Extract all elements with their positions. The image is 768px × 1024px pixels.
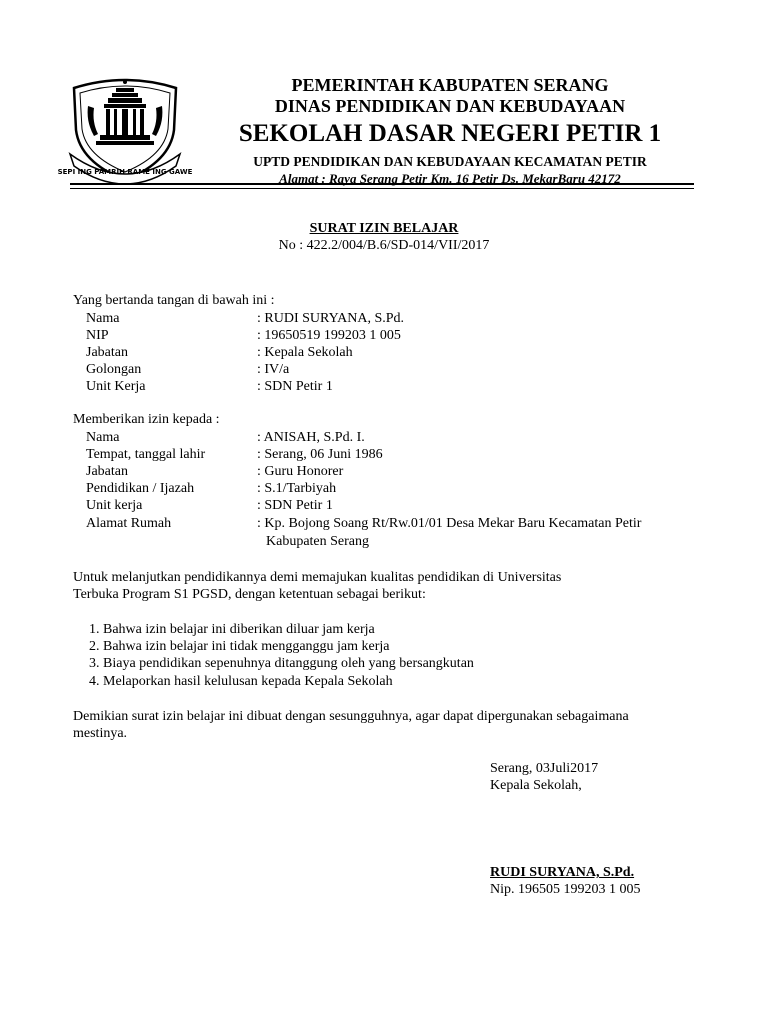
condition-item: 4. Melaporkan hasil kelulusan kepada Kepala Sekolah (89, 674, 393, 689)
closing-text: Demikian surat izin belajar ini dibuat dengan sesungguhnya, agar dapat dipergunakan sebagaimana (73, 709, 629, 724)
signer-label: Golongan (86, 362, 142, 377)
signer-value: : RUDI SURYANA, S.Pd. (257, 311, 405, 326)
logo-motto: SEPI ING PAMRIH RAME ING GAWE (57, 168, 193, 176)
closing-text: mestinya. (73, 726, 128, 741)
signer-value: : 19650519 199203 1 005 (257, 328, 401, 343)
signature-place-date: Serang, 03Juli2017 (490, 761, 599, 776)
condition-item: 3. Biaya pendidikan sepenuhnya ditanggung oleh yang bersangkutan (89, 656, 474, 671)
letterhead-government: PEMERINTAH KABUPATEN SERANG (291, 75, 609, 95)
regency-emblem-logo (57, 66, 193, 186)
letter-title: SURAT IZIN BELAJAR (309, 221, 459, 236)
signer-label: Jabatan (86, 345, 128, 360)
grantee-value: : SDN Petir 1 (257, 498, 333, 513)
intro-text: Yang bertanda tangan di bawah ini : (73, 293, 275, 308)
letterhead-department: DINAS PENDIDIKAN DAN KEBUDAYAAN (274, 96, 626, 116)
grantee-value: : Kp. Bojong Soang Rt/Rw.01/01 Desa Mekar Baru Kecamatan Petir (257, 516, 642, 531)
signer-value: : IV/a (257, 362, 290, 377)
signature-position: Kepala Sekolah, (490, 778, 582, 793)
letterhead-divider-thin (70, 188, 694, 189)
grantee-value: : Guru Honorer (257, 464, 344, 479)
grantee-value: : ANISAH, S.Pd. I. (257, 430, 365, 445)
grantee-value: : S.1/Tarbiyah (257, 481, 337, 496)
grant-intro-text: Memberikan izin kepada : (73, 412, 220, 427)
grantee-label: Nama (86, 430, 120, 445)
signer-label: Nama (86, 311, 120, 326)
grantee-label: Alamat Rumah (86, 516, 172, 531)
grantee-label: Unit kerja (86, 498, 143, 513)
signature-name: RUDI SURYANA, S.Pd. (490, 865, 635, 880)
grantee-label: Tempat, tanggal lahir (86, 447, 206, 462)
grantee-address-continued: Kabupaten Serang (266, 534, 370, 549)
signer-label: Unit Kerja (86, 379, 146, 394)
signer-value: : SDN Petir 1 (257, 379, 333, 394)
condition-item: 1. Bahwa izin belajar ini diberikan diluar jam kerja (89, 622, 375, 637)
grantee-label: Pendidikan / Ijazah (86, 481, 195, 496)
grantee-value: : Serang, 06 Juni 1986 (257, 447, 383, 462)
letterhead-school-name: SEKOLAH DASAR NEGERI PETIR 1 (238, 120, 662, 147)
condition-item: 2. Bahwa izin belajar ini tidak mengganggu jam kerja (89, 639, 390, 654)
letterhead-address: Alamat : Raya Serang Petir Km. 16 Petir Ds. MekarBaru 42172 (279, 171, 621, 186)
signature-nip: Nip. 196505 199203 1 005 (490, 882, 641, 897)
purpose-text: Terbuka Program S1 PGSD, dengan ketentuan sebagai berikut: (73, 587, 426, 602)
letter-number: No : 422.2/004/B.6/SD-014/VII/2017 (278, 238, 490, 253)
letterhead-uptd: UPTD PENDIDIKAN DAN KEBUDAYAAN KECAMATAN PETIR (253, 154, 647, 169)
purpose-text: Untuk melanjutkan pendidikannya demi memajukan kualitas pendidikan di Universitas (73, 570, 562, 585)
signer-label: NIP (86, 328, 109, 343)
letterhead-divider-thick (70, 183, 694, 185)
letterhead (200, 74, 700, 187)
grantee-label: Jabatan (86, 464, 128, 479)
signer-value: : Kepala Sekolah (257, 345, 353, 360)
